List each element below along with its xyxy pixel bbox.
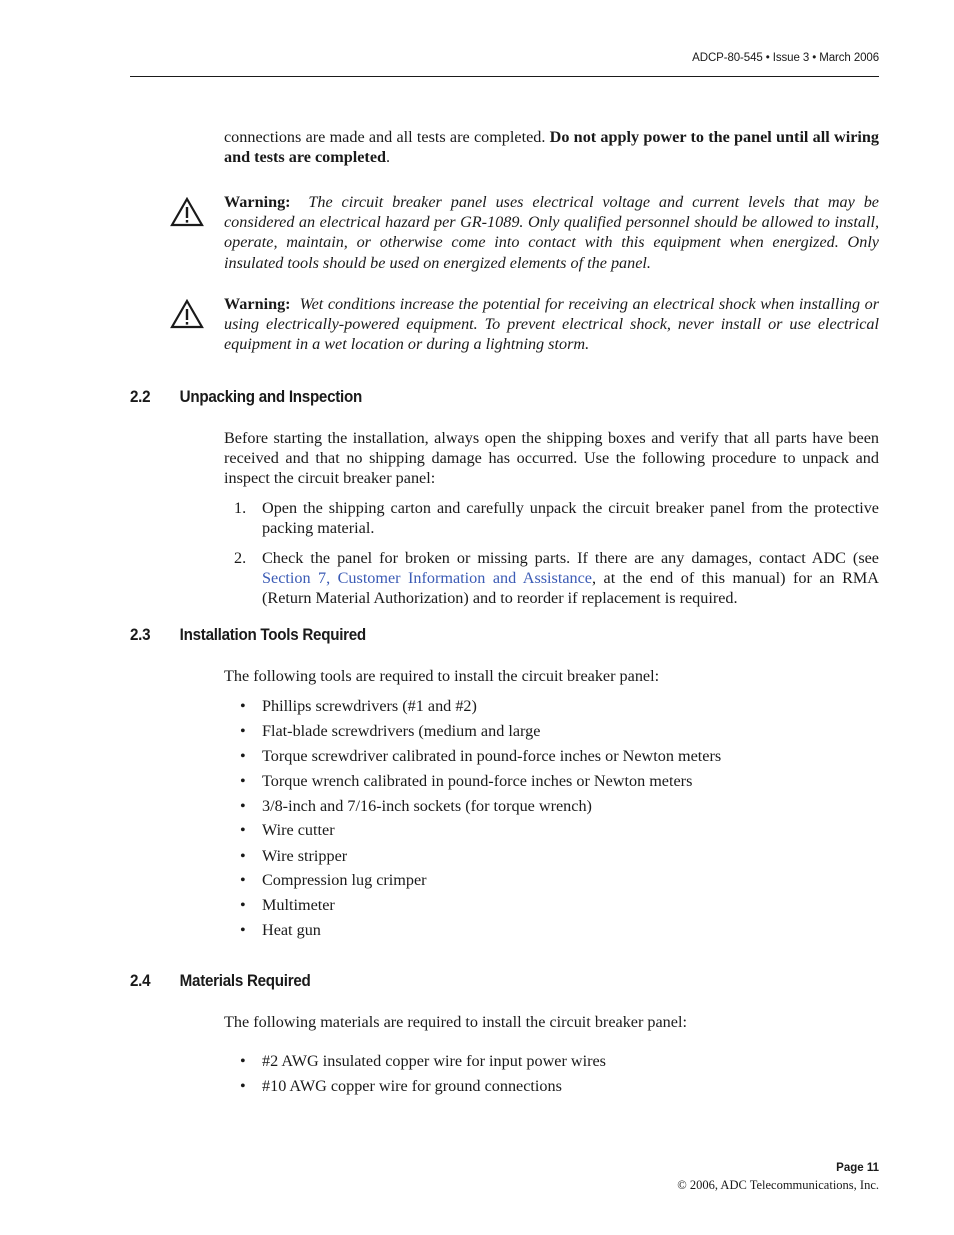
section-2-4-intro: The following materials are required to install the circuit breaker panel: [224,1013,687,1031]
list-item [240,746,870,766]
list-item [240,771,870,791]
list-item-text: Wire stripper [262,847,348,865]
list-item-text: Torque screwdriver calibrated in pound-force inches or Newton meters [262,747,722,765]
bullet-mark: • [240,722,246,740]
warning-label: Warning: [224,295,291,313]
intro-end: . [386,148,391,166]
bullet-mark: • [240,896,246,914]
list-item-text: Compression lug crimper [262,871,427,889]
warning-triangle-icon [170,197,204,227]
section-heading-2-2 [130,388,362,407]
step-text-after: , at the end of this manual) for an RMA (Return Material Authorization) and to reorder if replacement is required. [262,569,879,607]
section-7-link[interactable]: Section 7, Customer Information and Assistance [262,569,592,587]
list-item-text: Wire cutter [262,821,335,839]
list-item-text: 3/8-inch and 7/16-inch sockets (for torque wrench) [262,797,592,815]
document-header: ADCP-80-545 • Issue 3 • March 2006 [692,52,879,64]
section-heading-2-4 [130,972,311,991]
list-item-text: Torque wrench calibrated in pound-force inches or Newton meters [262,772,693,790]
bullet-mark: • [240,797,246,815]
warning-triangle-icon [170,299,204,329]
bullet-mark: • [240,871,246,889]
section-title: Unpacking and Inspection [179,388,362,406]
bullet-mark: • [240,1077,246,1095]
page-number: Page 11 [836,1162,879,1174]
intro-paragraph [224,127,879,167]
list-item [240,846,870,866]
warning-message: The circuit breaker panel uses electrical voltage and current levels that may be considered an electrical hazard per GR-1089. Only qualified personnel should be allowed to install, operate, maintain, or otherwise come into contact with this equipment when energized. Only insulated tools should be used on energized elements of the panel. [224,193,879,272]
list-item-text [262,548,879,608]
list-item-number: 2. [234,549,247,567]
bullet-mark: • [240,847,246,865]
list-item [240,721,870,741]
list-item [240,796,870,816]
copyright: © 2006, ADC Telecommunications, Inc. [677,1178,879,1192]
list-item-text: Flat-blade screwdrivers (medium and large [262,722,541,740]
intro-text: connections are made and all tests are completed. [224,128,550,146]
list-item [240,820,870,840]
warning-label: Warning: [224,193,291,211]
section-title: Materials Required [179,972,311,990]
section-number: 2.2 [130,388,151,406]
section-title: Installation Tools Required [179,626,366,644]
list-item-text: Open the shipping carton and carefully unpack the circuit breaker panel from the protective packing material. [262,499,879,537]
bullet-mark: • [240,697,246,715]
list-item [240,920,870,940]
list-item [234,548,879,608]
header-rule [130,76,879,77]
bullet-mark: • [240,921,246,939]
section-2-2-intro: Before starting the installation, always open the shipping boxes and verify that all parts have been received and that no shipping damage has occurred. Use the following procedure to unpack and inspect the circuit breaker panel: [224,429,879,487]
bullet-mark: • [240,821,246,839]
bullet-mark: • [240,772,246,790]
section-number: 2.4 [130,972,151,990]
list-item [234,498,879,538]
list-item [240,1076,870,1096]
list-item-text: Multimeter [262,896,335,914]
step-text-before: Check the panel for broken or missing parts. If there are any damages, contact ADC (see [262,549,879,567]
list-item-text: #10 AWG copper wire for ground connections [262,1077,562,1095]
section-heading-2-3 [130,626,366,645]
section-2-3-intro: The following tools are required to install the circuit breaker panel: [224,667,660,685]
list-item-text: Phillips screwdrivers (#1 and #2) [262,697,477,715]
bullet-mark: • [240,1052,246,1070]
warning-electrical-hazard [224,192,879,273]
list-item-text: #2 AWG insulated copper wire for input power wires [262,1052,606,1070]
section-number: 2.3 [130,626,151,644]
bullet-mark: • [240,747,246,765]
list-item [240,895,870,915]
warning-wet-conditions [224,294,879,355]
list-item [240,696,870,716]
list-item [240,870,870,890]
list-item-text: Heat gun [262,921,321,939]
warning-message: Wet conditions increase the potential for receiving an electrical shock when installing or using electrically-powered equipment. To prevent electrical shock, never install or use electrical equipment in a wet location or during a lightning storm. [224,295,880,354]
list-item [240,1051,870,1071]
list-item-number: 1. [234,499,247,517]
intro-bold-text: Do not apply power to the panel until all wiring and tests are completed [224,128,879,166]
